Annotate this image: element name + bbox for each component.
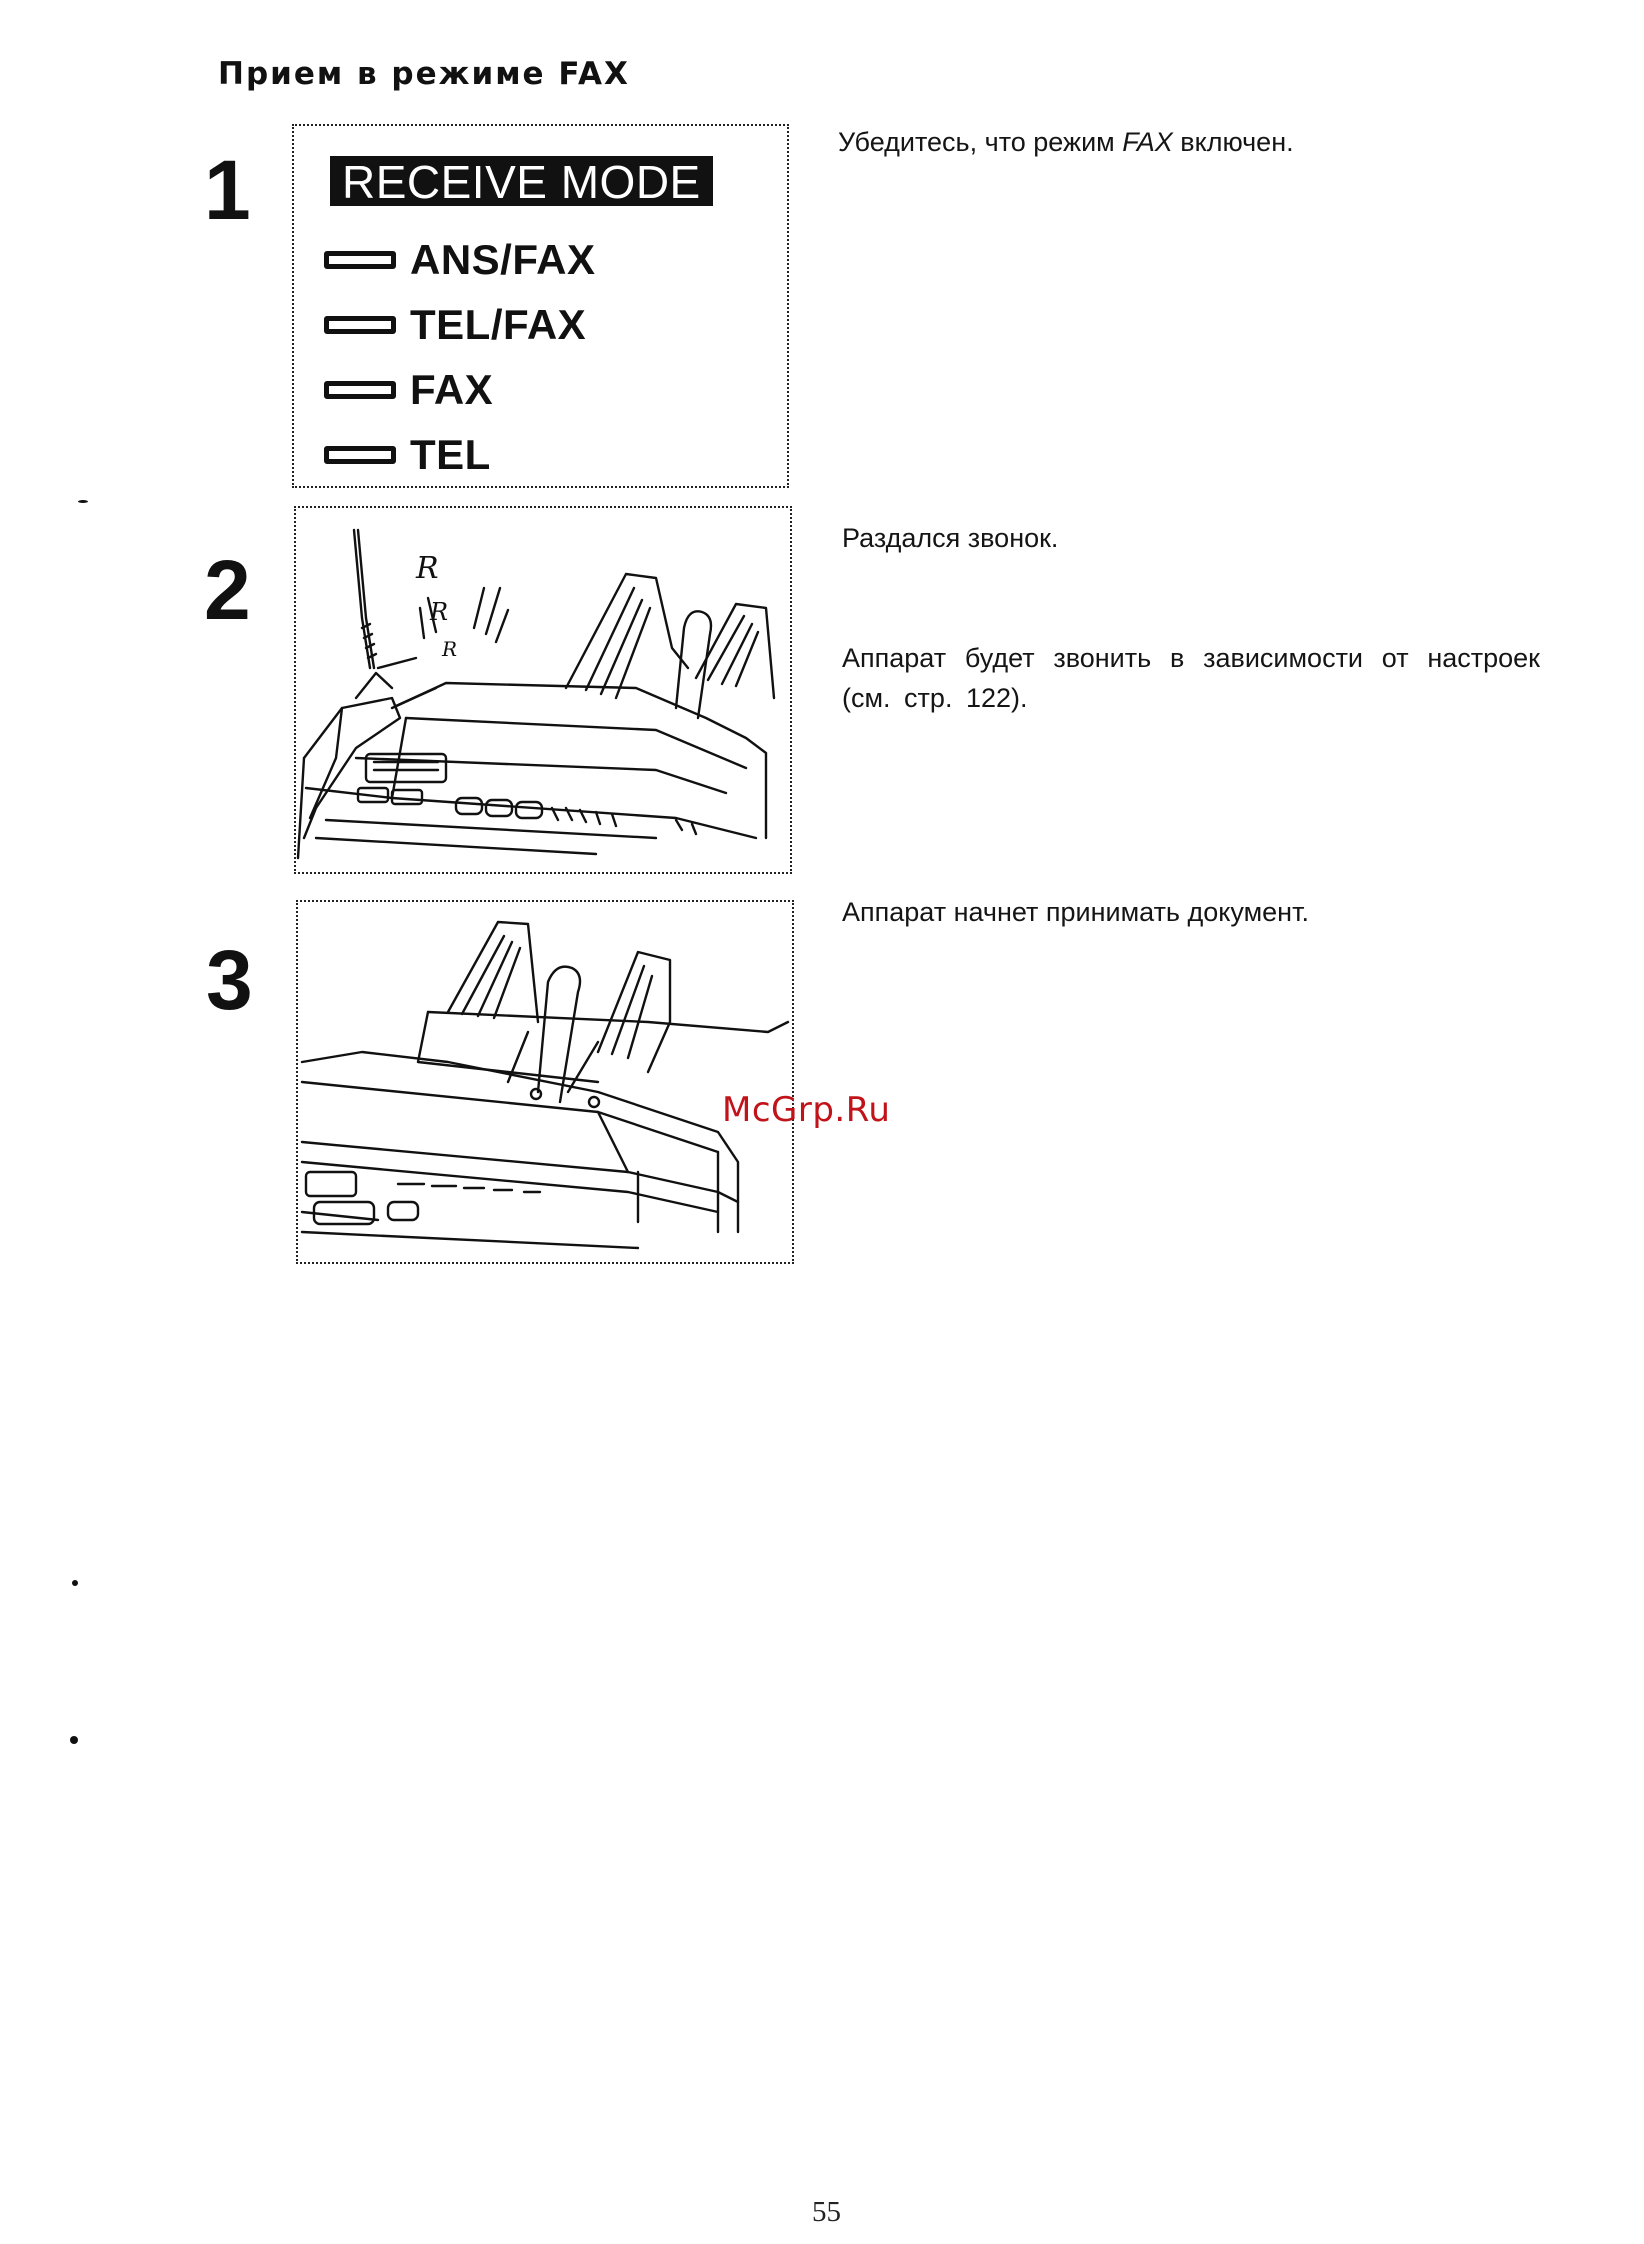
step-1-text-mode: FAX <box>1122 127 1173 157</box>
scan-speck <box>70 1736 78 1744</box>
step-1-text <box>838 122 1294 162</box>
step-2-number: 2 <box>204 543 251 637</box>
watermark: McGrp.Ru <box>722 1090 891 1130</box>
step-1-text-part: включен. <box>1172 127 1294 157</box>
mode-indicator-icon <box>324 316 396 334</box>
mode-indicator-icon <box>324 446 396 464</box>
fax-receiving-illustration <box>296 900 794 1264</box>
receive-mode-option-label: FAX <box>410 366 494 413</box>
ring-letter: R <box>416 551 439 586</box>
step-3-text: Аппарат начнет принимать документ. <box>842 897 1309 927</box>
page-title: Прием в режиме FAX <box>218 56 630 92</box>
receive-mode-option-fax[interactable] <box>324 366 493 414</box>
ring-letter: R <box>430 598 449 626</box>
mode-indicator-icon <box>324 251 396 269</box>
receive-mode-option-tel[interactable] <box>324 431 491 479</box>
ring-letter: R <box>442 637 458 661</box>
step-2-text-settings: Аппарат будет звонить в зависимости от настроек (см. стр. 122). <box>842 643 1540 713</box>
step-1-number: 1 <box>204 143 251 237</box>
mode-indicator-icon <box>324 381 396 399</box>
step-3-number: 3 <box>206 933 253 1027</box>
receive-mode-header: RECEIVE MODE <box>330 156 713 206</box>
fax-ringing-drawing <box>296 508 790 872</box>
fax-ringing-illustration <box>294 506 792 874</box>
receive-mode-option-ans-fax[interactable] <box>324 236 596 284</box>
receive-mode-panel <box>292 124 789 488</box>
receive-mode-option-tel-fax[interactable] <box>324 301 586 349</box>
scan-speck <box>78 500 88 503</box>
scan-speck <box>72 1580 78 1586</box>
step-1-text-part: Убедитесь, что режим <box>838 127 1123 157</box>
page-number: 55 <box>812 2196 841 2228</box>
step-2-text-ring: Раздался звонок. <box>842 523 1059 553</box>
receive-mode-option-label: TEL <box>410 431 491 478</box>
receive-mode-option-label: ANS/FAX <box>410 236 596 283</box>
fax-receiving-drawing <box>298 902 792 1262</box>
receive-mode-option-label: TEL/FAX <box>410 301 587 348</box>
